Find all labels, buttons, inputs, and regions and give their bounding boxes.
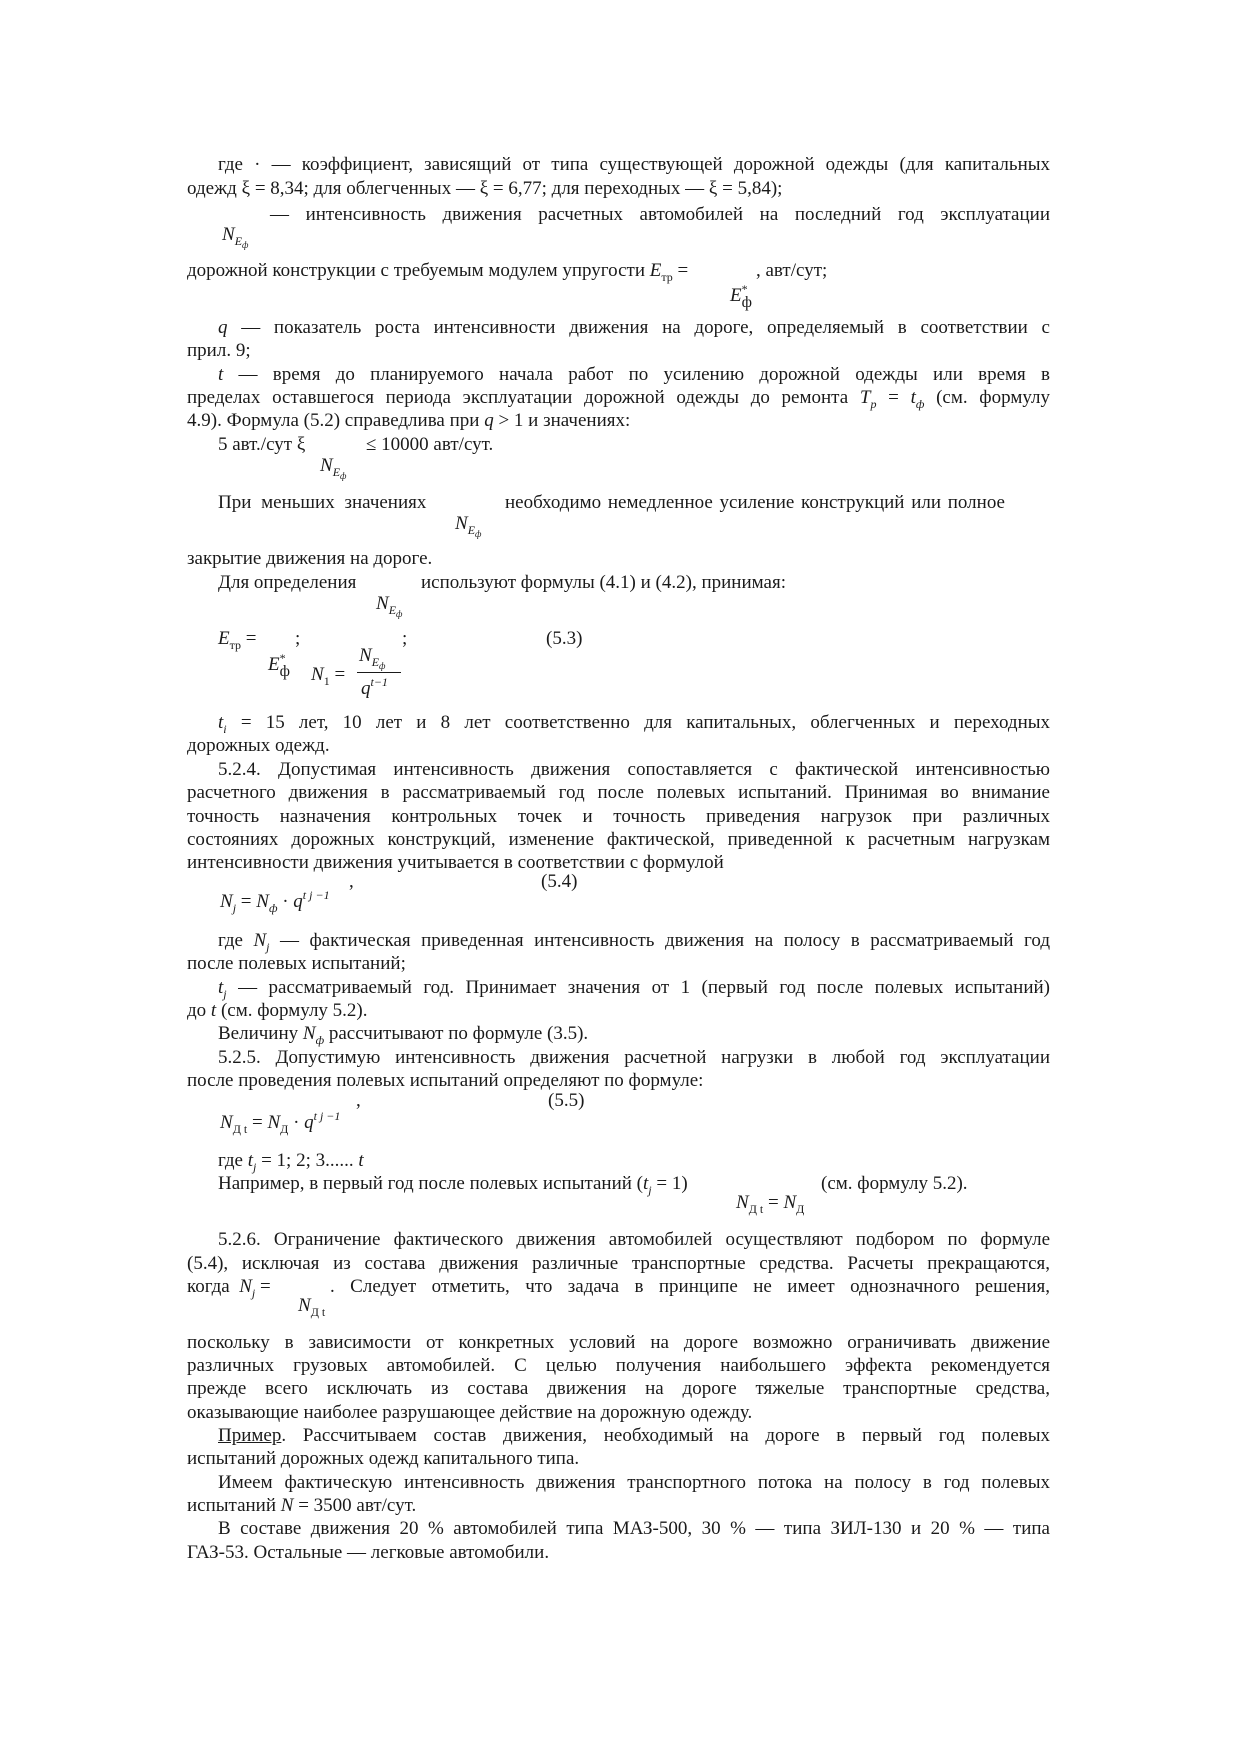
para-line: интенсивности движения учитывается в соответствии с формулой (187, 852, 724, 873)
para-line: ≤ 10000 авт/сут. (366, 434, 494, 455)
para-line: точность назначения контрольных точек и точность приведения нагрузок при различных (187, 806, 1050, 827)
para-line: $t_i = 15$ лет, 10 лет и 8 лет соответственно для капитальных, облегченных и переходных (218, 712, 1051, 736)
para-line: после полевых испытаний; (187, 953, 406, 974)
para-line: . Следует отметить, что задача в принципе не имеет однозначного решения, (330, 1276, 1050, 1297)
para-line: 5.2.4. Допустимая интенсивность движения сопоставляется с фактической интенсивностью (218, 759, 1050, 780)
para-line: , (356, 1090, 361, 1111)
para-line: прил. 9; (187, 340, 251, 361)
para-line: оказывающие наиболее разрушающее действие на дорожную одежду. (187, 1402, 753, 1423)
para-line: Для определения (218, 572, 357, 593)
para-line: используют формулы (4.1) и (4.2), принимая: (421, 572, 786, 593)
para-line: где · — коэффициент, зависящий от типа существующей дорожной одежды (для капитальных (218, 154, 1050, 175)
formula-5-4: $N_j = N_ф \cdot q^{t j -1}$ (220, 888, 330, 915)
para-line: 5.2.6. Ограничение фактического движения автомобилей осуществляют подбором по формуле (218, 1229, 1050, 1250)
formula-N-Dt: $N_{Д t}$ (298, 1295, 326, 1319)
para-line: (см. формулу 5.2). (821, 1173, 968, 1194)
formula-N-E-phi: $N_{E_ф}$ (222, 224, 249, 250)
para-line: прежде всего исключать из состава движения на дороге тяжелые транспортные средства, (187, 1378, 1050, 1399)
para-line: дорожных одежд. (187, 735, 330, 756)
para-line: ; (402, 628, 408, 649)
formula-N-Dt: $N_{Д t} = N_Д$ (736, 1192, 805, 1216)
para-line: после проведения полевых испытаний определяют по формуле: (187, 1070, 704, 1091)
equation-number: (5.4) (541, 871, 578, 892)
para-line: где $t_j = 1$; 2; 3...... t (218, 1150, 364, 1174)
para-line: ГАЗ-53. Остальные — легковые автомобили. (187, 1542, 550, 1563)
formula-N-E-phi: $N_{E_ф}$ (320, 455, 347, 481)
para-line: ; (295, 628, 301, 649)
equation-number: (5.5) (548, 1090, 585, 1111)
para-line: Имеем фактическую интенсивность движения транспортного потока на полосу в год полевых (218, 1472, 1050, 1493)
para-line: Например, в первый год после полевых испытаний $(t_j = 1)$ (218, 1173, 688, 1197)
para-line: q — показатель роста интенсивности движения на дороге, определяемый в соответствии с (218, 317, 1050, 338)
para-line: испытаний дорожных одежд капитального типа. (187, 1448, 580, 1469)
para-line: когда $N_j$ = (187, 1276, 271, 1300)
para-line: (5.4), исключая из состава движения различные транспортные средства. Расчеты прекращаются, (187, 1253, 1050, 1274)
para-line: испытаний N = 3500 авт/сут. (187, 1495, 417, 1516)
para-line: пределах оставшегося периода эксплуатации дорожной одежды до ремонта $T_р = t_ф$ (см. формулу (187, 387, 1051, 411)
para-line: до t (см. формулу 5.2). (187, 1000, 368, 1021)
para-line: где $N_j$ — фактическая приведенная интенсивность движения на полосу в рассматриваемый год (218, 930, 1050, 954)
para-line: 5 авт./сут ξ (218, 434, 306, 455)
formula-N-E-phi: $N_{E_ф}$ (455, 513, 482, 539)
para-line: состояниях дорожных конструкций, изменение фактической, приведенной к расчетным нагрузкам (187, 829, 1050, 850)
para-line: Пример. Рассчитываем состав движения, необходимый на дороге в первый год полевых (218, 1425, 1050, 1446)
equation-number: (5.3) (546, 628, 583, 649)
para-line: Величину $N_ф$ рассчитывают по формуле (3.5). (218, 1023, 589, 1047)
para-line: — интенсивность движения расчетных автомобилей на последний год эксплуатации (270, 204, 1050, 225)
formula-fraction: $N_{E_ф}$ $q^{t-1}$ (357, 645, 401, 701)
para-line: 5.2.5. Допустимую интенсивность движения расчетной нагрузки в любой год эксплуатации (218, 1047, 1050, 1068)
para-line: 4.9). Формула (5.2) справедлива при q > 1 и значениях: (187, 410, 631, 431)
para-line: одежд ξ = 8,34; для облегченных — ξ = 6,77; для переходных — ξ = 5,84); (187, 178, 783, 199)
para-line: В составе движения 20 % автомобилей типа МАЗ-500, 30 % — типа ЗИЛ-130 и 20 % — типа (218, 1518, 1050, 1539)
formula-N1: $N_1$ = (311, 664, 346, 688)
formula-5-5: $N_{Д t} = N_Д \cdot q^{t j -1}$ (220, 1109, 341, 1136)
formula-E-tr: $E_{тр}$ (649, 260, 673, 284)
para-line: расчетного движения в рассматриваемый год после полевых испытаний. Принимая во внимание (187, 782, 1050, 803)
para-line: При меньших значениях (218, 492, 427, 513)
para-line: , авт/сут; (756, 260, 828, 281)
para-line: закрытие движения на дороге. (187, 548, 433, 569)
para-line: различных грузовых автомобилей. С целью получения наибольшего эффекта рекомендуется (187, 1355, 1050, 1376)
para-line: дорожной конструкции с требуемым модулем упругости $E_{тр}$ = (187, 260, 689, 284)
formula-label-E-tr: $E_{тр}$ = (218, 628, 257, 652)
para-line: , (349, 871, 354, 892)
para-line: t — время до планируемого начала работ по усилению дорожной одежды или время в (218, 364, 1051, 385)
formula-N-E-phi: $N_{E_ф}$ (376, 593, 403, 619)
formula-E-phi-star: $E^*_ф$ (730, 282, 752, 311)
formula-E-phi-star: $E^*_ф$ (268, 651, 290, 680)
para-line: $t_j$ — рассматриваемый год. Принимает значения от 1 (первый год после полевых испытаний) (218, 977, 1050, 1001)
para-line: поскольку в зависимости от конкретных условий на дороге возможно ограничивать движение (187, 1332, 1050, 1353)
para-line: необходимо немедленное усиление конструкций или полное (505, 492, 1005, 513)
